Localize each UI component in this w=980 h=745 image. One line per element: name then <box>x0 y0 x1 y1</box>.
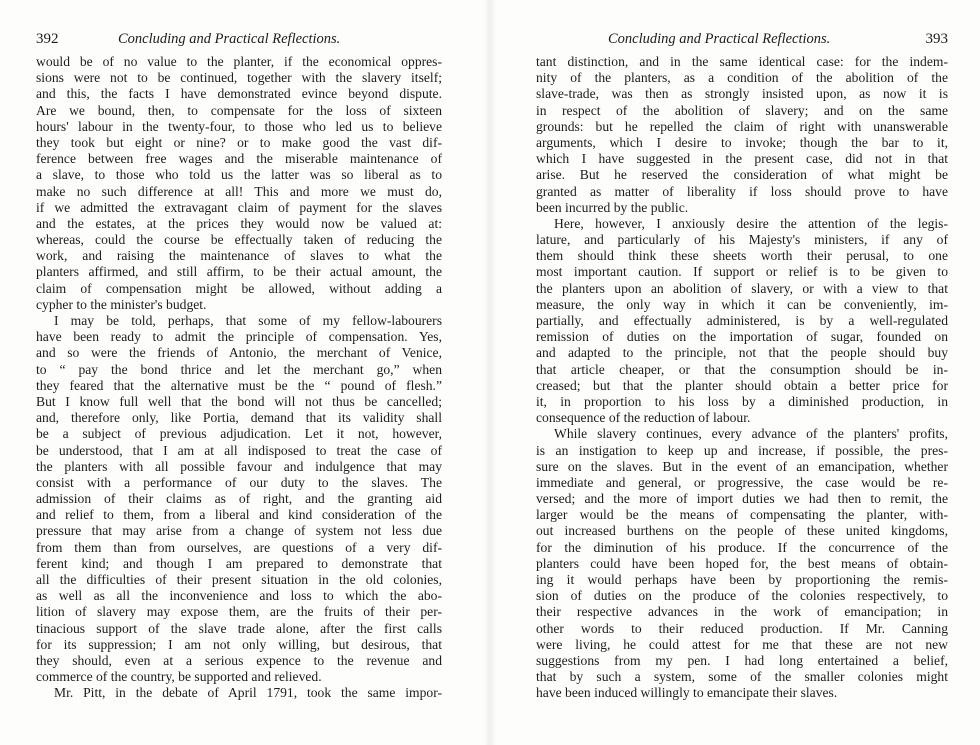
text-line: which I have suggested in the present case, did not in that <box>536 151 948 167</box>
text-line: consist with a performance of our duty to the slaves. The <box>36 474 442 490</box>
text-line: nity of the planters, as a condition of the abolition of the <box>536 70 948 86</box>
text-line: partially, and effectually administered, is by a well-regulated <box>536 313 948 328</box>
text-line: Here, however, I anxiously desire the attention of the legis- <box>554 215 948 231</box>
text-line: planters affirmed, and still affirm, to be their actual amount, the <box>36 264 442 280</box>
text-line: other words to their reduced production. If Mr. Canning <box>536 620 948 636</box>
text-line: granted as matter of liberality if loss should prove to have <box>536 183 948 199</box>
text-line: and adapted to the principle, not that the people should buy <box>536 345 948 361</box>
running-title: Concluding and Practical Reflections. <box>608 31 831 47</box>
text-line: the planters upon an abolition of slavery, or with a view to that <box>536 280 948 296</box>
text-line: whereas, could the course be effectually taken of reducing the <box>36 232 442 248</box>
text-line: for the diminution of his produce. If the concurrence of the <box>536 539 948 555</box>
text-line: they should, even at a serious expence to the revenue and <box>36 652 442 668</box>
text-line: larger would be the means of compensating the planter, with- <box>536 507 948 523</box>
right-page <box>490 0 980 745</box>
text-line: as well as all the inconvenience and loss to which the abo- <box>36 588 442 604</box>
text-line: grounds: but he repelled the claim of right with unanswerable <box>536 118 948 134</box>
text-line: make no such difference at all! This and more we must do, <box>36 183 442 199</box>
text-line: it, in proportion to his loss by a diminished production, in <box>536 393 948 409</box>
text-line: I may be told, perhaps, that some of my fellow-labourers <box>54 313 442 328</box>
text-line: they feared that the alternative must be the “ pound of flesh.” <box>36 377 442 393</box>
text-line: that article cheaper, or that the consumption should be in- <box>536 361 948 377</box>
text-line: cypher to the minister's budget. <box>36 296 207 312</box>
text-line: and so were the friends of Antonio, the merchant of Venice, <box>36 345 442 361</box>
text-line: out increased burthens on the people of these united kingdoms, <box>536 523 948 539</box>
text-line: have been induced willingly to emancipate their slaves. <box>536 685 838 701</box>
text-line: sure on the slaves. But in the event of an emancipation, whether <box>536 458 948 474</box>
text-line: tinacious support of the slave trade alone, after the first calls <box>36 620 442 636</box>
text-line: arguments, which I desire to invoke; though the bar to it, <box>536 134 948 150</box>
right-page-text <box>536 54 948 702</box>
text-line: if we admitted the extravagant claim of payment for the slaves <box>36 199 442 215</box>
text-line: ing it would perhaps have been by proportioning the remis- <box>536 572 948 587</box>
text-line: slave-trade, was then as strongly insisted upon, as now it is <box>536 86 948 102</box>
text-line: But I know full well that the bond will not thus be cancelled; <box>36 393 442 409</box>
text-line: While slavery continues, every advance of the planters' profits, <box>554 426 948 442</box>
text-line: ference between free wages and the miserable maintenance of <box>36 151 442 167</box>
text-line: be understood, that I am at all indisposed to treat the case of <box>36 442 442 458</box>
text-line: lition of slavery may expose them, are the fruits of their per- <box>36 604 442 620</box>
text-line: them should think these sheets worth their perusal, to one <box>536 248 948 264</box>
text-line: most important caution. If support or relief is to be given to <box>536 264 948 280</box>
text-line: be a subject of previous adjudication. Let it not, however, <box>36 426 442 442</box>
text-line: Mr. Pitt, in the debate of April 1791, took the same impor- <box>54 685 442 701</box>
text-line: that by such a system, some of the smaller colonies might <box>536 669 948 685</box>
text-line: have been ready to admit the principle of compensation. Yes, <box>36 329 442 345</box>
running-title: Concluding and Practical Reflections. <box>118 31 341 47</box>
text-line: measure, the only way in which it can be conveniently, im- <box>536 296 948 312</box>
text-line: hours' labour in the twenty-four, to those who led us to believe <box>36 118 442 134</box>
text-line: remission of duties on the importation of sugar, founded on <box>536 329 948 345</box>
text-line: versed; and the more of import duties we had then to remit, the <box>536 491 948 507</box>
text-line: admission of their claims as of right, and the granting aid <box>36 491 442 507</box>
text-line: suggestions from my pen. I had long entertained a belief, <box>536 652 948 668</box>
text-line: a slave, to those who told us the latter was so liberal as to <box>36 167 442 183</box>
text-line: ferent kind; and though I am prepared to demonstrate that <box>36 555 442 571</box>
text-line: lature, and particularly of his Majesty's ministers, if any of <box>536 232 948 248</box>
text-line: Are we bound, then, to compensate for the loss of sixteen <box>36 102 442 118</box>
text-line: planters could have been hoped for, the best means of obtain- <box>536 555 948 571</box>
text-line: and relief to them, from a liberal and kind consideration of the <box>36 507 442 523</box>
text-line: and this, the facts I have demonstrated evince beyond dispute. <box>36 86 442 102</box>
text-line: to “ pay the bond thrice and let the merchant go,” when <box>36 361 442 377</box>
text-line: the planters with all possible favour and indulgence that may <box>36 458 442 474</box>
text-line: immediate and general, or progressive, the case would be re- <box>536 474 948 490</box>
text-line: pressure that may arise from a change of system not less due <box>36 523 442 539</box>
text-line: is an instigation to keep up and increase, if possible, the pres- <box>536 442 948 458</box>
text-line: creased; but that the planter should obtain a better price for <box>536 377 948 393</box>
text-line: all the difficulties of their present situation in the old colonies, <box>36 572 442 587</box>
left-page-text <box>36 54 442 702</box>
text-line: in respect of the abolition of slavery; and on the same <box>536 102 948 118</box>
text-line: would be of no value to the planter, if the economical oppres- <box>36 54 442 69</box>
page-number: 393 <box>925 31 948 47</box>
left-page-header <box>36 31 446 49</box>
right-page-header <box>536 31 948 49</box>
text-line: from them than from ourselves, are questions of a very dif- <box>36 539 442 555</box>
text-line: claim of compensation might be allowed, without adding a <box>36 280 442 296</box>
text-line: arise. But he reserved the consideration of what might be <box>536 167 948 183</box>
text-line: consequence of the reduction of labour. <box>536 410 751 426</box>
text-line: tant distinction, and in the same identical case: for the indem- <box>536 54 948 69</box>
text-line: they took but eight or nine? or to make good the vast dif- <box>36 134 442 150</box>
text-line: work, and raising the maintenance of slaves to what the <box>36 248 442 264</box>
text-line: sions were not to be continued, together with the slavery itself; <box>36 70 442 86</box>
text-line: and, therefore only, like Portia, demand that its validity shall <box>36 410 442 426</box>
page-number: 392 <box>36 31 59 47</box>
text-line: and the estates, at the prices they would now be valued at: <box>36 215 442 231</box>
text-line: for its suppression; I am not only willing, but desirous, that <box>36 636 442 652</box>
text-line: their respective advances in the work of emancipation; in <box>536 604 948 620</box>
text-line: sion of duties on the produce of the colonies respectively, to <box>536 588 948 604</box>
text-line: commerce of the country, be supported and relieved. <box>36 669 322 685</box>
text-line: were living, he could attest for me that these are not new <box>536 636 948 652</box>
text-line: been incurred by the public. <box>536 199 689 215</box>
